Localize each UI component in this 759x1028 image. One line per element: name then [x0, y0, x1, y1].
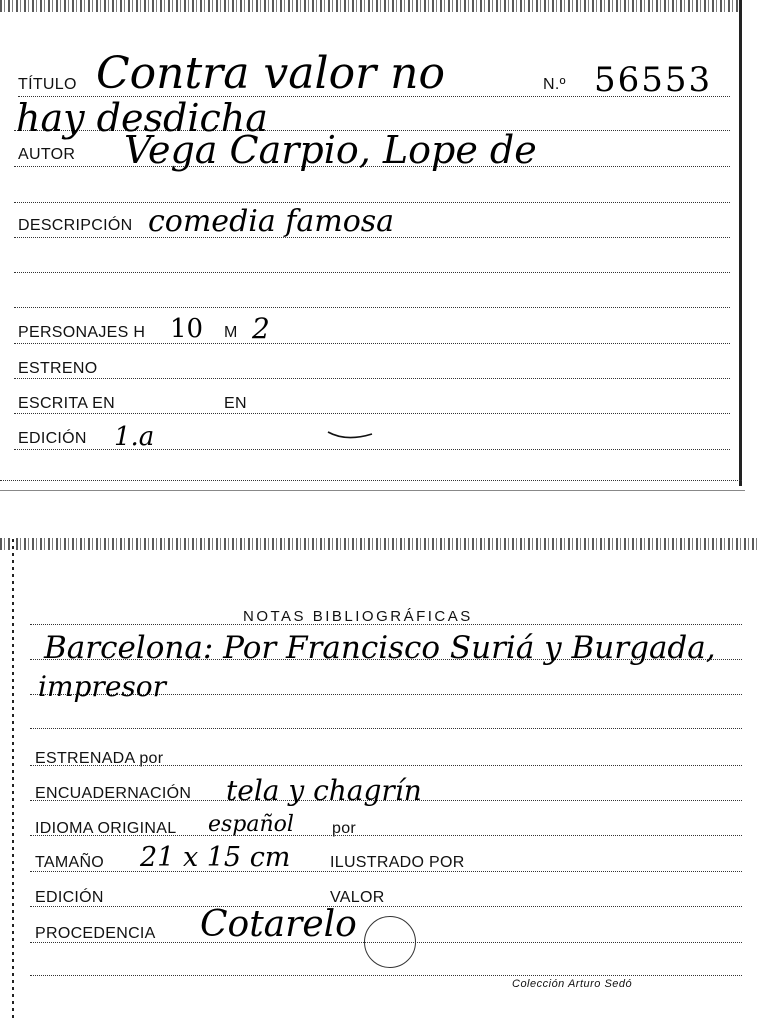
edicion-2-label: EDICIÓN — [35, 889, 104, 906]
estrenada-label: ESTRENADA por — [35, 750, 164, 767]
en-label: EN — [224, 395, 247, 412]
notas-value-line1: Barcelona: Por Francisco Suriá y Burgada, — [44, 630, 716, 666]
tamano-label: TAMAÑO — [35, 854, 105, 871]
notas-value-line2: impresor — [38, 670, 166, 703]
rule-blank-3 — [14, 307, 730, 308]
pen-mark — [326, 426, 376, 444]
personajes-h-label: PERSONAJES H — [18, 324, 146, 341]
collection-footer: Colección Arturo Sedó — [512, 978, 633, 990]
rule-footer — [30, 975, 742, 976]
notas-heading: NOTAS BIBLIOGRÁFICAS — [243, 608, 473, 625]
autor-label: AUTOR — [18, 146, 76, 163]
procedencia-label: PROCEDENCIA — [35, 925, 156, 942]
idioma-value: español — [208, 812, 294, 837]
card-separator — [0, 490, 745, 491]
card-right-edge — [739, 0, 742, 486]
personajes-m-value: 2 — [252, 312, 270, 345]
personajes-h-value: 10 — [170, 314, 204, 344]
rule-notas-4 — [30, 728, 742, 729]
autor-value: Vega Carpio, Lope de — [124, 128, 537, 172]
titulo-value-line2: hay desdicha — [16, 96, 268, 140]
rule-bottom — [0, 480, 742, 481]
tamano-value: 21 x 15 cm — [140, 842, 291, 873]
card-top-edge — [0, 0, 742, 12]
card-top-edge-2 — [0, 538, 759, 550]
ilustrado-label: ILUSTRADO POR — [330, 854, 465, 871]
idioma-label: IDIOMA ORIGINAL — [35, 820, 177, 837]
por-label: por — [332, 820, 357, 837]
edicion-label: EDICIÓN — [18, 430, 87, 447]
library-stamp — [364, 916, 416, 968]
catalog-card-front — [0, 0, 742, 486]
rule-edicion-2 — [30, 906, 742, 907]
encuadernacion-label: ENCUADERNACIÓN — [35, 785, 192, 802]
rule-blank-1 — [14, 202, 730, 203]
encuadernacion-value: tela y chagrín — [226, 774, 422, 807]
rule-blank-2 — [14, 272, 730, 273]
rule-notas-1 — [30, 624, 742, 625]
valor-label: VALOR — [330, 889, 385, 906]
catalog-card-back — [0, 538, 759, 1018]
card-left-edge — [12, 538, 14, 1018]
descripcion-value: comedia famosa — [148, 204, 395, 239]
edicion-value: 1.a — [114, 422, 155, 452]
titulo-value-line1: Contra valor no — [96, 48, 445, 99]
rule-personajes — [14, 343, 730, 344]
titulo-label: TÍTULO — [18, 76, 77, 93]
numero-value: 56553 — [594, 60, 713, 100]
estreno-label: ESTRENO — [18, 360, 98, 377]
numero-label: N.º — [543, 76, 566, 93]
personajes-m-label: M — [224, 324, 238, 341]
escrita-en-label: ESCRITA EN — [18, 395, 115, 412]
procedencia-value: Cotarelo — [200, 904, 357, 945]
rule-estreno — [14, 378, 730, 379]
descripcion-label: DESCRIPCIÓN — [18, 217, 133, 234]
rule-escrita — [14, 413, 730, 414]
